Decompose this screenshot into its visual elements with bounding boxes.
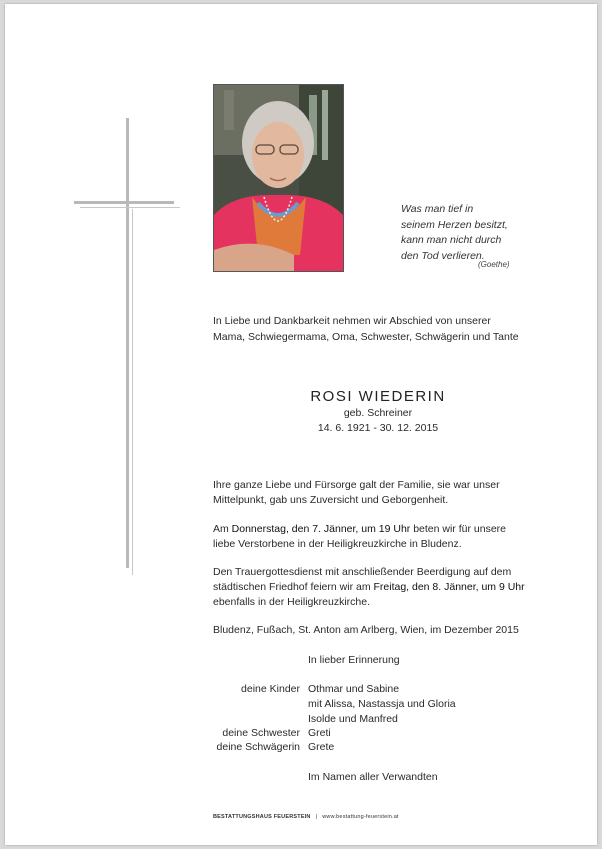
funeral-date-emphasis: Freitag, den 8. Jänner, um 9 Uhr: [373, 581, 525, 593]
life-dates: 14. 6. 1921 - 30. 12. 2015: [317, 422, 439, 434]
remembrance-text: In lieber Erinnerung: [308, 654, 400, 666]
paragraph-line: liebe Verstorbene in der Heiligkreuzkirche in Bludenz.: [213, 538, 462, 550]
mourner-name: Greti: [308, 727, 331, 739]
intro-line: In Liebe und Dankbarkeit nehmen wir Abschied von unserer: [213, 315, 491, 327]
funeral-text-a: städtischen Friedhof feiern wir am: [213, 581, 374, 593]
prayer-date-emphasis: Donnerstag, den 7. Jänner, um 19 Uhr: [231, 523, 411, 535]
paragraph-prayer: [213, 522, 506, 552]
mourner-name: mit Alissa, Nastassja und Gloria: [308, 698, 456, 710]
paragraph-love: [213, 478, 500, 508]
paragraph-line: Den Trauergottesdienst mit anschließender Beerdigung auf dem: [213, 566, 512, 578]
mourner-name: Isolde und Manfred: [308, 713, 398, 725]
paragraph-line: [213, 580, 525, 595]
obituary-page: [5, 4, 597, 845]
mourner-name: Grete: [308, 741, 335, 753]
quote-line: kann man nicht durch: [401, 234, 502, 246]
mourner-name: Othmar und Sabine: [308, 683, 400, 695]
prayer-text-c: beten wir für unsere: [410, 523, 506, 535]
sister-in-law-label: deine Schwägerin: [216, 741, 300, 753]
children-label: deine Kinder: [241, 683, 300, 695]
sister-label: deine Schwester: [222, 727, 300, 739]
paragraph-line: ebenfalls in der Heiligkreuzkirche.: [213, 596, 370, 608]
intro-text: [213, 313, 519, 345]
quote-line: seinem Herzen besitzt,: [401, 218, 508, 231]
footer-website-link[interactable]: www.bestattung-feuerstein.at: [322, 814, 399, 820]
quote-line: Was man tief in: [401, 203, 474, 215]
quote-line: den Tod verlieren.: [401, 249, 485, 262]
place-date-line: [213, 623, 519, 638]
paragraph-line: Bludenz, Fußach, St. Anton am Arlberg, Wien, im Dezember 2015: [213, 624, 519, 636]
paragraph-line: Ihre ganze Liebe und Fürsorge galt der Familie, sie war unser: [213, 479, 500, 491]
deceased-name: ROSI WIEDERIN: [310, 388, 446, 405]
quote-text: [401, 202, 541, 264]
closing-text: Im Namen aller Verwandten: [308, 771, 438, 783]
intro-line: Mama, Schwiegermama, Oma, Schwester, Schwägerin und Tante: [213, 331, 519, 343]
cross-vertical-bar: [126, 118, 129, 568]
paragraph-line: Mittelpunkt, gab uns Zuversicht und Geborgenheit.: [213, 494, 449, 506]
paragraph-funeral: [213, 565, 525, 610]
prayer-text-a: Am: [213, 523, 232, 535]
quote-source: (Goethe): [478, 260, 510, 269]
portrait-photo: [213, 84, 344, 272]
funeral-home-name: BESTATTUNGSHAUS FEUERSTEIN: [213, 814, 311, 820]
cross-vertical-shadow: [132, 209, 133, 575]
footer: [213, 814, 399, 820]
paragraph-line: [213, 522, 506, 537]
birth-name: geb. Schreiner: [343, 407, 413, 419]
cross-horizontal-bar: [74, 201, 174, 204]
footer-separator: |: [315, 814, 318, 820]
cross-horizontal-shadow: [80, 207, 180, 208]
